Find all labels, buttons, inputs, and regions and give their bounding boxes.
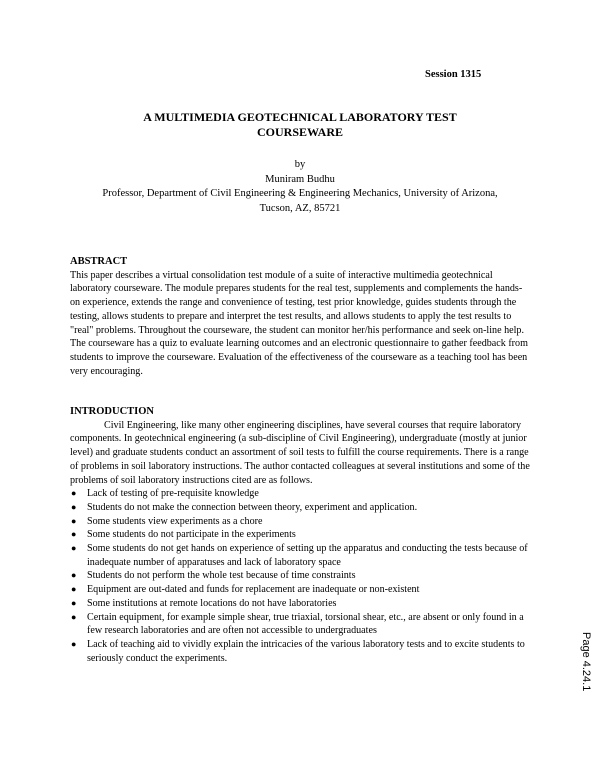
bullet-icon: ● [71, 515, 77, 526]
list-item-text: Some institutions at remote locations do not have laboratories [87, 597, 337, 609]
introduction-text: Civil Engineering, like many other engineering disciplines, have several courses that require laboratory components. In geotechnical engineering (a sub-discipline of Civil Engineering), undergraduate (mostly at junior level) and graduate students conduct an assortment of soil tests to fulfill the course requirements. There is a range of problems in soil laboratory instructions. The author contacted colleagues at several institutions and some of the problems of soil laboratory instructions cited are as follows. [70, 419, 530, 486]
list-item [70, 611, 530, 638]
list-item [70, 501, 530, 515]
list-item [70, 638, 530, 665]
bullet-icon: ● [71, 638, 77, 649]
byline-by: by [294, 159, 306, 170]
byline [40, 158, 560, 216]
list-item-text: Students do not perform the whole test because of time constraints [87, 570, 356, 582]
bullet-icon: ● [71, 597, 77, 608]
list-item [70, 528, 530, 542]
list-item-text: Lack of testing of pre-requisite knowledge [87, 488, 259, 500]
abstract-section [70, 255, 530, 378]
list-item-text: Some students do not get hands on experience of setting up the apparatus and conducting the tests because of inadequate number of apparatuses and lack of laboratory space [87, 543, 528, 568]
introduction-section [70, 405, 530, 665]
bullet-icon: ● [71, 501, 77, 512]
bullet-icon: ● [71, 529, 77, 540]
list-item-text: Certain equipment, for example simple shear, true triaxial, torsional shear, etc., are absent or only found in a few research laboratories and are often not accessible to undergraduates [87, 611, 524, 637]
problem-list [70, 487, 530, 665]
paper-title [90, 110, 510, 140]
list-item [70, 597, 530, 611]
abstract-heading: ABSTRACT [70, 256, 128, 267]
title-line-2: COURSEWARE [256, 125, 343, 139]
author-affiliation: Professor, Department of Civil Engineering & Engineering Mechanics, University of Arizona, [102, 188, 498, 199]
bullet-icon: ● [71, 570, 77, 581]
bullet-icon: ● [71, 611, 77, 622]
list-item [70, 487, 530, 501]
bullet-icon: ● [71, 543, 77, 554]
list-item [70, 542, 530, 569]
bullet-icon: ● [71, 488, 77, 499]
list-item [70, 515, 530, 529]
page-number-label: Page 4.24.1 [580, 632, 592, 692]
author-name: Muniram Budhu [265, 173, 335, 185]
list-item [70, 583, 530, 597]
list-item-text: Students do not make the connection between theory, experiment and application. [87, 501, 418, 513]
bullet-icon: ● [71, 584, 77, 595]
author-address: Tucson, AZ, 85721 [259, 202, 341, 214]
session-number: Session 1315 [425, 69, 482, 80]
list-item-text: Equipment are out-dated and funds for replacement are inadequate or non-existent [87, 584, 420, 596]
introduction-heading: INTRODUCTION [70, 406, 155, 417]
title-line-1: A MULTIMEDIA GEOTECHNICAL LABORATORY TEST [143, 110, 457, 124]
list-item [70, 569, 530, 583]
list-item-text: Some students do not participate in the experiments [87, 529, 296, 541]
list-item-text: Some students view experiments as a chore [87, 515, 263, 527]
abstract-text: This paper describes a virtual consolidation test module of a suite of interactive multimedia geotechnical laboratory courseware. The module prepares students for the real test, supplements and complements the hands-on experience, extends the range and convenience of testing, test prior knowledge, guides students through the testing, allows students to prepare and interpret the test results, and allows students to apply the test results to "real" problems. Throughout the courseware, the student can monitor her/his performance and seek on-line help. The courseware has a quiz to evaluate learning outcomes and an electronic questionnaire to gather feedback from students to improve the courseware. Evaluation of the effectiveness of the courseware as a teaching tool has been very encouraging. [70, 269, 528, 377]
list-item-text: Lack of teaching aid to vividly explain the intricacies of the various laboratory tests and to excite students to seriously conduct the experiments. [87, 638, 525, 664]
